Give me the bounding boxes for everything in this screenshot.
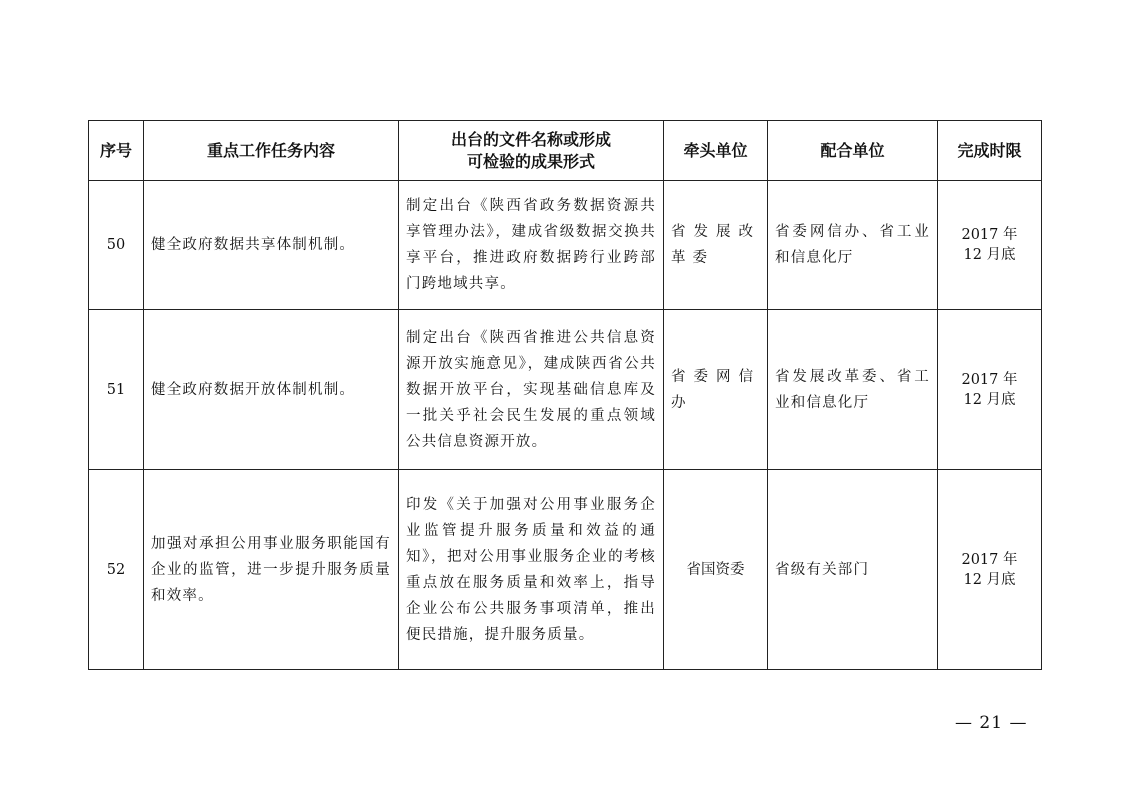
row-task: 健全政府数据开放体制机制。 <box>144 310 399 470</box>
page-number: — 21 — <box>955 713 1028 733</box>
deadline-month: 12 月底 <box>963 247 1016 263</box>
deadline-year: 2017 年 <box>961 551 1018 568</box>
row-deadline <box>938 470 1042 670</box>
table-row <box>89 470 1042 670</box>
row-lead: 省国资委 <box>664 470 768 670</box>
row-output: 制定出台《陕西省推进公共信息资源开放实施意见》，建成陕西省公共数据开放平台，实现基础信息库及一批关乎社会民生发展的重点领域公共信息资源开放。 <box>399 310 664 470</box>
header-task: 重点工作任务内容 <box>144 121 399 181</box>
header-output-line2: 可检验的成果形式 <box>466 151 595 171</box>
row-lead: 省发展改革委 <box>664 181 768 310</box>
deadline-month: 12 月底 <box>963 391 1016 408</box>
row-lead: 省委网信办 <box>664 310 768 470</box>
row-no: 50 <box>89 181 144 310</box>
deadline-month: 12 月底 <box>963 571 1016 588</box>
header-cooperate: 配合单位 <box>768 121 938 181</box>
header-no: 序号 <box>89 121 144 181</box>
table-row <box>89 310 1042 470</box>
table-header-row <box>89 121 1042 181</box>
header-output <box>399 121 664 181</box>
task-table <box>88 120 1042 670</box>
row-output: 印发《关于加强对公用事业服务企业监管提升服务质量和效益的通知》，把对公用事业服务企业的考核重点放在服务质量和效率上，指导企业公布公共服务事项清单，推出便民措施，提升服务质量。 <box>399 470 664 670</box>
row-output: 制定出台《陕西省政务数据资源共享管理办法》，建成省级数据交换共享平台，推进政府数据跨行业跨部门跨地域共享。 <box>399 181 664 310</box>
row-task: 健全政府数据共享体制机制。 <box>144 181 399 310</box>
header-output-line1: 出台的文件名称或形成 <box>450 129 611 149</box>
header-deadline: 完成时限 <box>938 121 1042 181</box>
table-row <box>89 181 1042 310</box>
row-task: 加强对承担公用事业服务职能国有企业的监管，进一步提升服务质量和效率。 <box>144 470 399 670</box>
row-no: 51 <box>89 310 144 470</box>
row-deadline <box>938 181 1042 310</box>
row-cooperate: 省委网信办、省工业和信息化厅 <box>768 181 938 310</box>
row-no: 52 <box>89 470 144 670</box>
row-cooperate: 省级有关部门 <box>768 470 938 670</box>
deadline-year: 2017 年 <box>961 227 1018 243</box>
row-deadline <box>938 310 1042 470</box>
deadline-year: 2017 年 <box>961 371 1018 388</box>
header-lead: 牵头单位 <box>664 121 768 181</box>
row-cooperate: 省发展改革委、省工业和信息化厅 <box>768 310 938 470</box>
